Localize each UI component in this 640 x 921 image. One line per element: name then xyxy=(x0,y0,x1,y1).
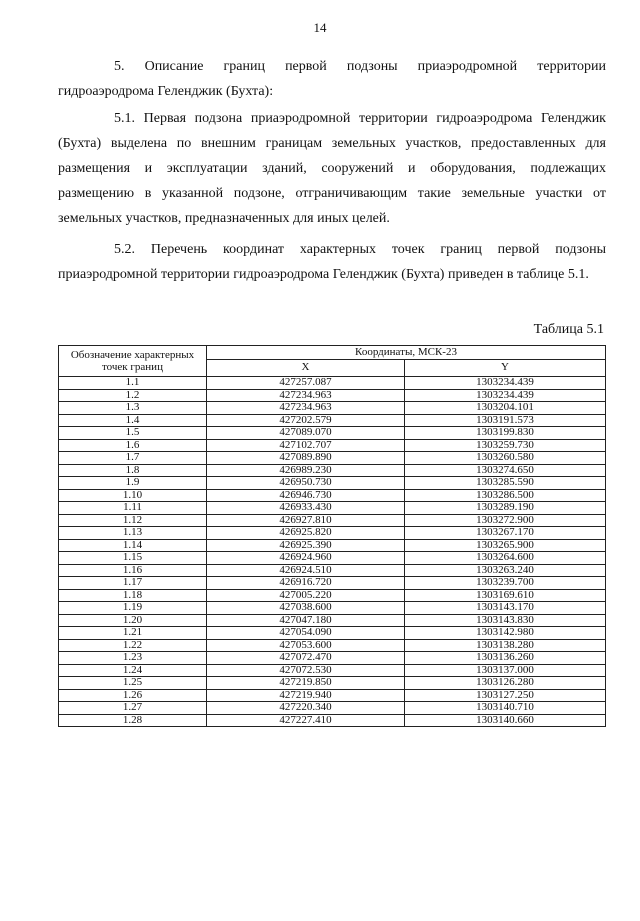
point-id: 1.11 xyxy=(59,502,207,515)
coord-x: 426916.720 xyxy=(207,577,405,590)
coordinates-table xyxy=(58,345,606,727)
table-row xyxy=(59,639,606,652)
table-row xyxy=(59,677,606,690)
coord-x: 427219.940 xyxy=(207,689,405,702)
coord-y: 1303234.439 xyxy=(405,377,606,390)
coord-y: 1303272.900 xyxy=(405,514,606,527)
table-row xyxy=(59,389,606,402)
section-heading: 5. Описание границ первой подзоны приаэродромной территории гидроаэродрома Геленджик (Бухта): xyxy=(58,59,606,99)
coord-y: 1303191.573 xyxy=(405,414,606,427)
coord-y: 1303199.830 xyxy=(405,427,606,440)
point-id: 1.15 xyxy=(59,552,207,565)
point-id: 1.6 xyxy=(59,439,207,452)
table-row xyxy=(59,439,606,452)
coord-x: 427227.410 xyxy=(207,714,405,727)
coord-x: 427038.600 xyxy=(207,602,405,615)
coord-x: 427053.600 xyxy=(207,639,405,652)
point-id: 1.20 xyxy=(59,614,207,627)
point-id: 1.10 xyxy=(59,489,207,502)
coord-y: 1303264.600 xyxy=(405,552,606,565)
point-id: 1.1 xyxy=(59,377,207,390)
table-row xyxy=(59,464,606,477)
paragraph-5-2: 5.2. Перечень координат характерных точек границ первой подзоны приаэродромной территории гидроаэродрома Геленджик (Бухта) приведен в таблице 5.1. xyxy=(58,242,606,282)
point-id: 1.24 xyxy=(59,664,207,677)
point-id: 1.26 xyxy=(59,689,207,702)
coord-y: 1303138.280 xyxy=(405,639,606,652)
coord-x: 427219.850 xyxy=(207,677,405,690)
coord-y: 1303142.980 xyxy=(405,627,606,640)
table-row xyxy=(59,489,606,502)
coord-x: 426924.960 xyxy=(207,552,405,565)
coord-y: 1303127.250 xyxy=(405,689,606,702)
coord-y: 1303143.170 xyxy=(405,602,606,615)
coord-y: 1303137.000 xyxy=(405,664,606,677)
header-coordinates: Координаты, МСК-23 xyxy=(207,346,606,360)
table-row xyxy=(59,377,606,390)
paragraph-5-1: 5.1. Первая подзона приаэродромной территории гидроаэродрома Геленджик (Бухта) выделена по внешним границам земельных участков, предоставленных для размещения и эксплуатации зданий, сооружений и оборудования, подлежащих размещению в указанной подзоне, отграничивающим такие земельные участки от земельных участков, предназначенных для иных целей. xyxy=(58,111,606,226)
table-body xyxy=(59,377,606,727)
table-row xyxy=(59,552,606,565)
coord-x: 426927.810 xyxy=(207,514,405,527)
table-row xyxy=(59,427,606,440)
point-id: 1.19 xyxy=(59,602,207,615)
coord-x: 427257.087 xyxy=(207,377,405,390)
point-id: 1.13 xyxy=(59,527,207,540)
coord-y: 1303263.240 xyxy=(405,564,606,577)
point-id: 1.28 xyxy=(59,714,207,727)
coord-y: 1303260.580 xyxy=(405,452,606,465)
coord-y: 1303285.590 xyxy=(405,477,606,490)
coord-x: 427102.707 xyxy=(207,439,405,452)
point-id: 1.14 xyxy=(59,539,207,552)
coord-y: 1303286.500 xyxy=(405,489,606,502)
point-id: 1.16 xyxy=(59,564,207,577)
table-row xyxy=(59,527,606,540)
table-row xyxy=(59,577,606,590)
point-id: 1.27 xyxy=(59,702,207,715)
table-caption: Таблица 5.1 xyxy=(533,322,604,337)
coord-y: 1303267.170 xyxy=(405,527,606,540)
coord-x: 426989.230 xyxy=(207,464,405,477)
coord-y: 1303140.710 xyxy=(405,702,606,715)
coord-y: 1303239.700 xyxy=(405,577,606,590)
point-id: 1.2 xyxy=(59,389,207,402)
point-id: 1.12 xyxy=(59,514,207,527)
coord-x: 427005.220 xyxy=(207,589,405,602)
point-id: 1.7 xyxy=(59,452,207,465)
coord-y: 1303136.260 xyxy=(405,652,606,665)
table-row xyxy=(59,602,606,615)
table-row xyxy=(59,477,606,490)
coord-x: 427072.530 xyxy=(207,664,405,677)
coord-x: 427220.340 xyxy=(207,702,405,715)
coord-x: 427234.963 xyxy=(207,402,405,415)
table-row xyxy=(59,402,606,415)
coord-y: 1303143.830 xyxy=(405,614,606,627)
point-id: 1.8 xyxy=(59,464,207,477)
point-id: 1.21 xyxy=(59,627,207,640)
coord-x: 427089.070 xyxy=(207,427,405,440)
table-row xyxy=(59,614,606,627)
table-row xyxy=(59,664,606,677)
header-x: X xyxy=(207,360,405,377)
coord-x: 427089.890 xyxy=(207,452,405,465)
coord-y: 1303126.280 xyxy=(405,677,606,690)
coord-x: 426950.730 xyxy=(207,477,405,490)
coord-y: 1303265.900 xyxy=(405,539,606,552)
table-row xyxy=(59,564,606,577)
point-id: 1.18 xyxy=(59,589,207,602)
table-row xyxy=(59,514,606,527)
point-id: 1.22 xyxy=(59,639,207,652)
point-id: 1.25 xyxy=(59,677,207,690)
coord-y: 1303259.730 xyxy=(405,439,606,452)
coord-x: 426925.820 xyxy=(207,527,405,540)
header-y: Y xyxy=(405,360,606,377)
coord-x: 427202.579 xyxy=(207,414,405,427)
header-point-designation: Обозначение характерных точек границ xyxy=(59,346,207,377)
coord-y: 1303140.660 xyxy=(405,714,606,727)
table-row xyxy=(59,714,606,727)
point-id: 1.23 xyxy=(59,652,207,665)
coord-x: 427047.180 xyxy=(207,614,405,627)
table-row xyxy=(59,589,606,602)
table-row xyxy=(59,539,606,552)
coord-x: 426946.730 xyxy=(207,489,405,502)
coord-x: 426933.430 xyxy=(207,502,405,515)
page-number: 14 xyxy=(313,20,327,35)
coord-y: 1303169.610 xyxy=(405,589,606,602)
table-row xyxy=(59,652,606,665)
coord-y: 1303204.101 xyxy=(405,402,606,415)
coord-x: 426925.390 xyxy=(207,539,405,552)
coord-x: 427054.090 xyxy=(207,627,405,640)
table-row xyxy=(59,414,606,427)
coord-y: 1303289.190 xyxy=(405,502,606,515)
coord-x: 427234.963 xyxy=(207,389,405,402)
table-row xyxy=(59,452,606,465)
coord-y: 1303274.650 xyxy=(405,464,606,477)
point-id: 1.17 xyxy=(59,577,207,590)
coord-y: 1303234.439 xyxy=(405,389,606,402)
point-id: 1.5 xyxy=(59,427,207,440)
table-row xyxy=(59,502,606,515)
point-id: 1.9 xyxy=(59,477,207,490)
table-row xyxy=(59,702,606,715)
coord-x: 426924.510 xyxy=(207,564,405,577)
point-id: 1.4 xyxy=(59,414,207,427)
table-row xyxy=(59,627,606,640)
coord-x: 427072.470 xyxy=(207,652,405,665)
table-row xyxy=(59,689,606,702)
point-id: 1.3 xyxy=(59,402,207,415)
